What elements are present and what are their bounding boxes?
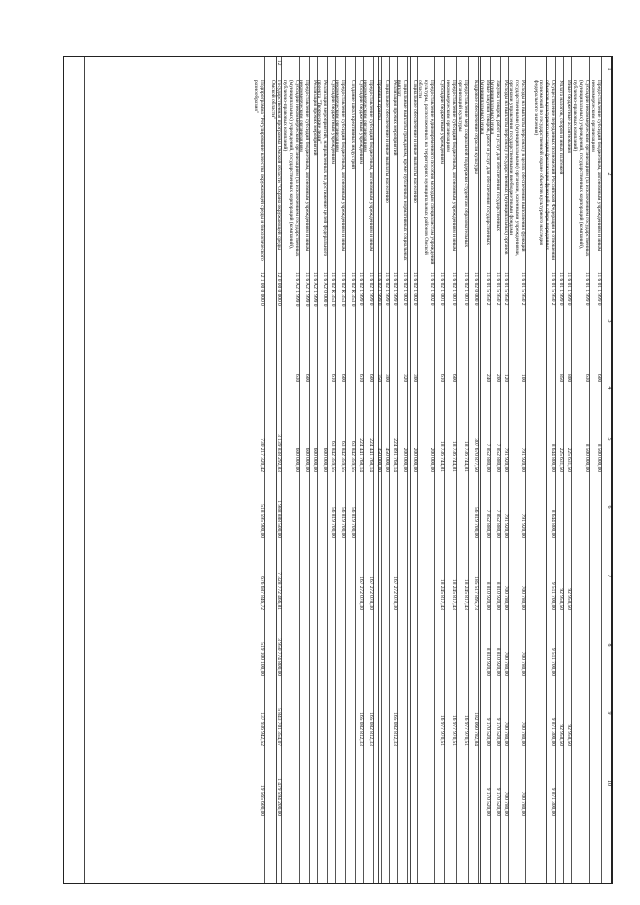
cell-vr: 600 xyxy=(596,374,602,383)
cell-c9: 165 082 812,33 xyxy=(368,712,374,746)
cell-c5: 791 920,00 xyxy=(503,447,509,472)
cell-name: Социальное обеспечение и иные выплаты населению xyxy=(412,80,418,203)
cell-c7: 7 328 772 466,81 xyxy=(276,572,282,610)
cell-c5: 600 000,00 xyxy=(322,447,328,472)
cell-name: Иные закупки товаров, работ и услуг для обеспечения государственных (муниципальных) нужд xyxy=(479,80,491,246)
cell-vr: 200 xyxy=(495,374,501,383)
header-cell: 1 xyxy=(606,67,612,71)
cell-c9: 16 977 970,51 xyxy=(451,715,457,746)
table-row xyxy=(491,57,501,883)
cell-c5: 8 500 000,00 xyxy=(596,443,602,472)
cell-name: Предоставление субсидий бюджетным, автономным учреждениям и иным некоммерческим организациям xyxy=(445,80,457,252)
cell-code: 12 1 00 0 000 0 xyxy=(259,272,265,306)
cell-c5: 600 000,00 xyxy=(304,447,310,472)
table-row xyxy=(556,57,564,883)
cell-c9: 700 780,00 xyxy=(503,721,509,746)
cell-code: 11 6 A2 1 999 0 xyxy=(294,272,300,307)
table-row xyxy=(282,57,300,883)
cell-c5: 200 000,00 xyxy=(402,447,408,472)
table-row xyxy=(435,57,445,883)
cell-c5: 18 736 744,81 xyxy=(439,441,445,472)
table-row xyxy=(572,57,590,883)
cell-c5: 224 441 768,14 xyxy=(368,438,374,472)
cell-c7: 185 517 895,73 xyxy=(473,576,479,610)
cell-name: Иные бюджетные ассигнования xyxy=(566,80,572,153)
cell-vr: 600 xyxy=(340,374,346,383)
cell-c9: 5 843 701 354,07 xyxy=(276,708,282,746)
cell-vr: 800 xyxy=(566,374,572,383)
header-cell: 2 xyxy=(606,172,612,176)
cell-c7: 92 958,50 xyxy=(558,588,564,610)
cell-vr: 630 xyxy=(294,374,300,383)
cell-c5: 791 920,00 xyxy=(520,447,526,472)
cell-c7: 676 687 846,72 xyxy=(259,576,265,610)
cell-name: Субсидии некоммерческим организациям (за исключением государственных (муниципальных) учреждений, государственных корпораций (компаний), публично-правовых компаний) xyxy=(572,80,590,257)
cell-c10: 700 780,00 xyxy=(520,791,526,816)
cell-c5: 600 000,00 xyxy=(312,447,318,472)
header-cell: 3 xyxy=(606,319,612,323)
cell-code: 11 6 01 5 950 2 xyxy=(520,272,526,306)
table-row xyxy=(300,57,310,883)
cell-code: 11 6 A2 0 000 0 xyxy=(322,272,328,307)
cell-c5: 600 000,00 xyxy=(294,447,300,472)
cell-c9: 9 170 520,00 xyxy=(485,717,491,746)
cell-name: Реализация прочих мероприятий xyxy=(312,80,318,156)
cell-code: 11 6 01 5 950 2 xyxy=(550,272,556,306)
table-row xyxy=(445,57,457,883)
cell-code: 11 6 02 1 999 0 xyxy=(384,272,390,306)
cell-name: Подпрограмма "Регулирование качества окружающей среды и биологического разнообразия" xyxy=(253,80,265,261)
cell-name: Предоставление единовременного пособия молодым специалистам учреждений культуры, расположенных на территориях муниципальных районов Омской области xyxy=(417,80,435,265)
table-header-row xyxy=(602,57,612,883)
table-row xyxy=(356,57,364,883)
cell-code: 11 6 01 5 950 2 xyxy=(495,272,501,306)
cell-c5: 63 842 359,55 xyxy=(350,441,356,472)
cell-name: Предоставление субсидий бюджетным, автономным учреждениям и иным некоммерческим организациям xyxy=(334,80,346,252)
cell-c6: 518 595 900,00 xyxy=(259,504,265,538)
cell-c6: 7 852 880,00 xyxy=(485,509,491,538)
cell-c5: 18 736 744,81 xyxy=(463,441,469,472)
table-row xyxy=(336,57,346,883)
cell-c7: 8 810 920,00 xyxy=(485,581,491,610)
cell-code: 11 6 01 5 950 2 xyxy=(485,272,491,306)
cell-vr: 610 xyxy=(358,374,364,383)
cell-code: 11 6 01 5 950 2 xyxy=(503,272,509,306)
cell-vr: 320 xyxy=(402,374,408,383)
cell-c10: 19 565 600,00 xyxy=(259,785,265,816)
cell-c5: 225 631,50 xyxy=(558,447,564,472)
cell-c5: 225 631,50 xyxy=(566,447,572,472)
cell-c5: 3 139 838 292,83 xyxy=(276,434,282,472)
page-number xyxy=(308,34,320,50)
table-row xyxy=(265,57,282,883)
cell-c7: 9 511 700,00 xyxy=(550,581,556,610)
cell-name: Расходы на выплаты персоналу государственных (муниципальных) органов xyxy=(503,80,509,255)
table-row xyxy=(564,57,572,883)
cell-c6: 56 819 700,00 xyxy=(350,507,356,538)
cell-c8: 8 810 920,00 xyxy=(485,647,491,676)
cell-name: Уплата налогов, сборов и иных платежей xyxy=(558,80,564,175)
cell-vr: 240 xyxy=(485,374,491,383)
cell-c5: 307 670 877,50 xyxy=(473,438,479,472)
cell-c7: 18 245 817,43 xyxy=(463,579,469,610)
table-row xyxy=(310,57,318,883)
cell-c9: 137 936 942,52 xyxy=(259,712,265,746)
cell-vr: 630 xyxy=(584,374,590,383)
cell-name: Субсидии бюджетным учреждениям xyxy=(439,80,445,164)
cell-vr: 600 xyxy=(451,374,457,383)
cell-c5: 730 217 320,42 xyxy=(259,438,265,472)
cell-c10: 1 479 594 200,00 xyxy=(276,778,282,816)
cell-c9: 16 977 970,51 xyxy=(439,715,445,746)
header-cell: 5 xyxy=(606,437,612,441)
cell-name: Осуществление переданных полномочий Российской Федерации в отношении объектов культурного наследия (реализация функций в сфере переданных полномочий по государственной охране объектов культурного наследия федерального значения) xyxy=(532,80,556,261)
table-row xyxy=(526,57,556,883)
cell-c5: 224 891 768,14 xyxy=(392,438,398,472)
table-row xyxy=(479,57,491,883)
budget-table xyxy=(63,56,613,884)
table-row xyxy=(509,57,526,883)
cell-name: Субсидии бюджетным учреждениям xyxy=(330,80,336,164)
cell-c7: 8 810 920,00 xyxy=(495,581,501,610)
table-row xyxy=(318,57,328,883)
cell-code: 11 6 02 R 353 0 xyxy=(350,272,356,307)
table-row xyxy=(418,57,435,883)
cell-c9: 92 958,50 xyxy=(566,724,572,746)
table-row xyxy=(501,57,509,883)
cell-code: 11 6 02 R 353 0 xyxy=(340,272,346,307)
table-row xyxy=(382,57,390,883)
cell-c6: 791 920,00 xyxy=(503,513,509,538)
cell-code: 11 6 02 1 999 0 xyxy=(376,272,382,306)
cell-c9: 9 170 520,00 xyxy=(495,717,501,746)
cell-vr: 600 xyxy=(304,374,310,383)
cell-code: 11 6 02 1 002 0 xyxy=(429,272,435,306)
cell-c5: 224 441 768,14 xyxy=(358,438,364,472)
cell-c5: 8 644 800,00 xyxy=(550,443,556,472)
cell-c6: 56 819 700,00 xyxy=(330,507,336,538)
cell-code: 11 6 01 1 999 0 xyxy=(584,272,590,306)
table-row xyxy=(346,57,356,883)
cell-code: 11 6 02 1 001 0 xyxy=(451,272,457,306)
cell-c10: 9 871 300,00 xyxy=(550,787,556,816)
cell-code: 11 6 01 1 999 0 xyxy=(566,272,572,306)
header-cell: 4 xyxy=(606,386,612,390)
cell-c8: 700 780,00 xyxy=(520,651,526,676)
cell-name: Предоставление субсидий бюджетным, автономным учреждениям и иным некоммерческим организациям xyxy=(362,80,374,252)
cell-vr: 350 xyxy=(376,374,382,383)
cell-c5: 450 000,00 xyxy=(384,447,390,472)
cell-name: Реализация прочих мероприятий xyxy=(392,80,398,156)
cell-c6: 56 819 700,00 xyxy=(473,507,479,538)
cell-c5: 450 000,00 xyxy=(376,447,382,472)
cell-name: Социальные выплаты гражданам, кроме публичных нормативных социальных выплат xyxy=(396,80,408,261)
cell-c5: 8 500 000,00 xyxy=(584,443,590,472)
cell-code: 11 6 02 1 001 0 xyxy=(463,272,469,306)
cell-vr: 100 xyxy=(520,374,526,383)
cell-c7: 700 780,00 xyxy=(503,585,509,610)
cell-name: Субсидии некоммерческим организациям (за исключением государственных (муниципальных) учреждений, государственных корпораций (компаний), публично-правовых компаний) xyxy=(282,80,300,257)
cell-name: Субсидии бюджетным учреждениям xyxy=(358,80,364,164)
cell-c9: 16 977 970,51 xyxy=(463,715,469,746)
header-cell: 10 xyxy=(606,780,612,786)
cell-c8: 8 810 920,00 xyxy=(495,647,501,676)
header-cell: 7 xyxy=(606,574,612,578)
cell-name: Предоставление субсидий бюджетным, автономным учреждениям и иным некоммерческим организациям xyxy=(590,80,602,252)
cell-c9: 9 871 300,00 xyxy=(550,717,556,746)
cell-code: 11 6 01 1 999 0 xyxy=(596,272,602,306)
table-row xyxy=(398,57,408,883)
cell-code: 12 0 00 0 000 0 xyxy=(276,272,282,306)
cell-name: Кадровое обеспечение отрасли культуры xyxy=(473,80,479,174)
cell-code: 11 6 01 1 999 0 xyxy=(558,272,564,306)
table-row xyxy=(390,57,398,883)
cell-c9: 92 958,50 xyxy=(558,724,564,746)
cell-c9: 182 060 782,84 xyxy=(473,712,479,746)
cell-name: Премии и гранты xyxy=(376,80,382,120)
cell-c7: 167 272 078,30 xyxy=(368,576,374,610)
cell-no: 12 xyxy=(276,60,282,66)
cell-c6: 56 819 700,00 xyxy=(340,507,346,538)
cell-c7: 700 780,00 xyxy=(520,585,526,610)
cell-code: 11 6 02 1 999 0 xyxy=(368,272,374,306)
cell-code: 11 6 A2 1 999 0 xyxy=(312,272,318,307)
cell-name: Реализация мероприятий, направленных на достижение целей федерального проекта "Творческие люди" xyxy=(316,80,328,257)
table-row xyxy=(590,57,602,883)
table-row xyxy=(457,57,469,883)
cell-vr: 850 xyxy=(558,374,564,383)
cell-code: 11 6 02 1 001 0 xyxy=(439,272,445,306)
cell-c7: 167 272 078,30 xyxy=(358,576,364,610)
cell-c8: 9 511 700,00 xyxy=(550,647,556,676)
table-row xyxy=(248,57,265,883)
cell-name: Социальное обеспечение и иные выплаты населению xyxy=(384,80,390,203)
cell-c5: 7 852 880,00 xyxy=(485,443,491,472)
cell-vr: 300 xyxy=(412,374,418,383)
cell-c10: 9 170 520,00 xyxy=(485,787,491,816)
cell-name: Предоставление мер социальной поддержки студентам образовательных организаций культуры xyxy=(457,80,469,248)
cell-c8: 700 780,00 xyxy=(503,651,509,676)
cell-c7: 167 272 078,30 xyxy=(392,576,398,610)
cell-c9: 700 780,00 xyxy=(520,721,526,746)
cell-c7: 92 958,50 xyxy=(566,588,572,610)
cell-c6: 791 920,00 xyxy=(520,513,526,538)
cell-vr: 610 xyxy=(439,374,445,383)
cell-name: Закупка товаров, работ и услуг для обеспечения государственных (муниципальных) нужд xyxy=(489,80,501,231)
cell-code: 11 6 02 0 000 0 xyxy=(473,272,479,306)
cell-c10: 9 170 520,00 xyxy=(495,787,501,816)
cell-c6: 8 644 800,00 xyxy=(550,509,556,538)
cell-vr: 120 xyxy=(503,374,509,383)
cell-vr: 300 xyxy=(384,374,390,383)
cell-c5: 200 000,00 xyxy=(429,447,435,472)
cell-code: 11 6 02 1 999 0 xyxy=(392,272,398,306)
cell-c10: 700 780,00 xyxy=(503,791,509,816)
cell-c8: 519 100 100,00 xyxy=(259,642,265,676)
table-row xyxy=(364,57,374,883)
cell-c6: 1 988 888 500,00 xyxy=(276,500,282,538)
cell-c6: 7 852 880,00 xyxy=(495,509,501,538)
cell-code: 11 6 02 1 002 0 xyxy=(412,272,418,306)
table-row xyxy=(469,57,479,883)
cell-c9: 165 082 812,33 xyxy=(358,712,364,746)
table-row xyxy=(408,57,418,883)
cell-code: 11 6 02 1 999 0 xyxy=(358,272,364,306)
header-cell: 6 xyxy=(606,505,612,509)
cell-code: 11 6 02 1 002 0 xyxy=(402,272,408,306)
cell-vr: 600 xyxy=(368,374,374,383)
cell-code: 11 6 02 R 353 0 xyxy=(330,272,336,307)
cell-name: Государственная программа Омской области "Охрана окружающей среды Омской области" xyxy=(270,80,282,250)
cell-name: Предоставление субсидий бюджетным, автономным учреждениям и иным некоммерческим организациям xyxy=(298,80,310,252)
cell-c8: 3 950 774 800,00 xyxy=(276,638,282,676)
cell-c9: 165 082 812,33 xyxy=(392,712,398,746)
cell-vr: 610 xyxy=(330,374,336,383)
header-cell: 8 xyxy=(606,643,612,647)
cell-c7: 18 245 817,43 xyxy=(451,579,457,610)
header-cell: 9 xyxy=(606,711,612,715)
cell-c5: 18 736 744,81 xyxy=(451,441,457,472)
cell-code: 11 6 A2 1 999 0 xyxy=(304,272,310,307)
table-row xyxy=(328,57,336,883)
cell-c7: 18 245 817,43 xyxy=(439,579,445,610)
cell-name: Расходы на выплаты персоналу в целях обеспечения выполнения функций государственными (муниципальными) органами, казенными учреждениями, органами управления государственными внебюджетными фондами xyxy=(508,80,526,256)
cell-c5: 200 000,00 xyxy=(412,447,418,472)
cell-c5: 7 852 880,00 xyxy=(495,443,501,472)
cell-name: Создание школ креативных индустрий xyxy=(350,80,356,169)
cell-c5: 63 842 359,55 xyxy=(330,441,336,472)
cell-c5: 63 842 359,55 xyxy=(340,441,346,472)
table-row xyxy=(374,57,382,883)
